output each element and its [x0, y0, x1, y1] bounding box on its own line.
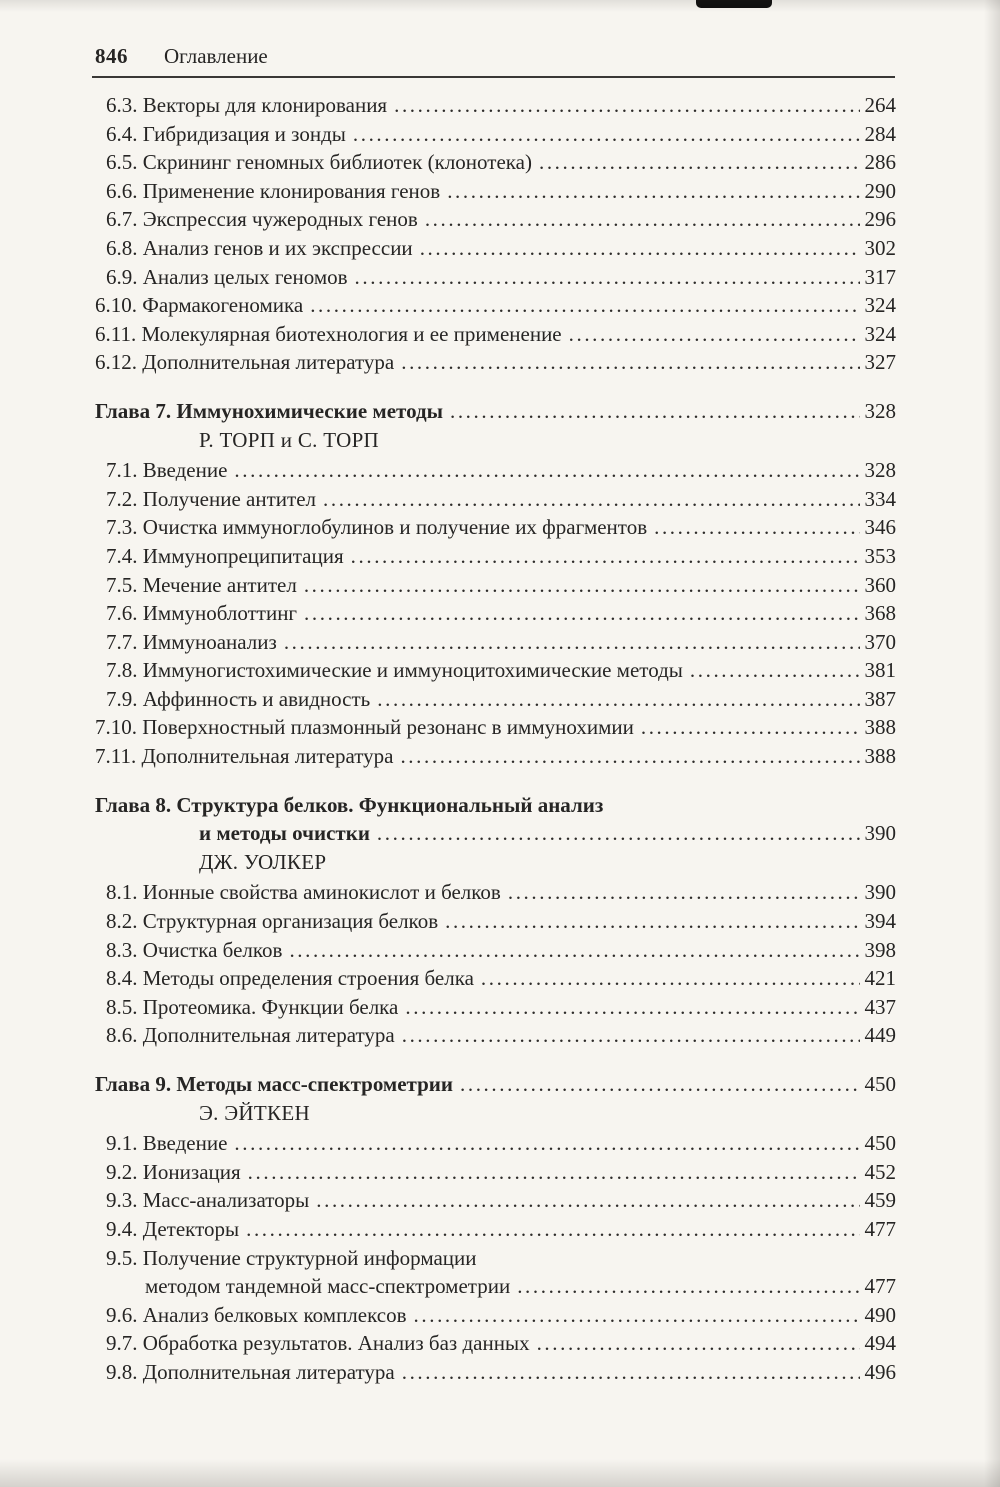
toc-item	[95, 964, 896, 993]
toc-page-ref: 388	[864, 744, 896, 769]
toc-page-ref: 421	[864, 966, 896, 991]
toc-page-ref: 387	[864, 686, 896, 711]
toc-entry-label: 6.11. Молекулярная биотехнология и ее применение	[95, 321, 562, 346]
toc-dotted-leader	[394, 91, 859, 120]
toc-item	[95, 485, 896, 514]
toc-line	[95, 964, 896, 993]
toc-line	[95, 936, 896, 965]
toc-item	[95, 1301, 896, 1330]
toc-item	[95, 742, 896, 771]
running-title: Оглавление	[164, 44, 268, 68]
toc-line	[95, 713, 896, 742]
toc-item	[95, 907, 896, 936]
toc-dotted-leader	[310, 291, 859, 320]
toc-item	[95, 1186, 896, 1215]
toc-dotted-leader	[234, 1129, 859, 1158]
toc-dotted-leader	[401, 348, 859, 377]
toc-dotted-leader	[445, 907, 859, 936]
toc-item	[95, 542, 896, 571]
toc-item	[95, 628, 896, 657]
toc-entry-label: 7.2. Получение антител	[106, 486, 316, 511]
toc-item	[95, 456, 896, 485]
toc-entry-label: 7.11. Дополнительная литература	[95, 744, 394, 769]
toc-item	[95, 878, 896, 907]
toc-dotted-leader	[248, 1158, 860, 1187]
toc-dotted-leader	[447, 177, 859, 206]
toc-item	[95, 993, 896, 1022]
toc-entry-label: и методы очистки	[199, 821, 370, 846]
toc-line	[95, 1070, 896, 1099]
toc-item	[95, 291, 896, 320]
toc-chapter	[95, 1070, 896, 1099]
toc-author-name: Э. ЭЙТКЕН	[199, 1100, 310, 1125]
toc-line	[95, 1186, 896, 1215]
toc-dotted-leader	[284, 628, 860, 657]
toc-page-ref: 390	[864, 821, 896, 846]
toc-entry-label: Глава 9. Методы масс-спектрометрии	[95, 1072, 453, 1096]
toc-dotted-leader	[508, 878, 860, 907]
toc-page-ref: 353	[864, 543, 896, 568]
toc-page-ref: 346	[864, 515, 896, 540]
toc-line	[95, 685, 896, 714]
toc-item	[95, 1129, 896, 1158]
toc-page-ref: 302	[864, 235, 896, 260]
toc-page-ref: 317	[864, 264, 896, 289]
toc-line	[95, 513, 896, 542]
toc-line	[95, 1329, 896, 1358]
toc-line	[95, 263, 896, 292]
toc-page-ref: 327	[864, 350, 896, 375]
toc-entry-label: 6.12. Дополнительная литература	[95, 350, 395, 375]
toc-line	[95, 456, 896, 485]
toc-page-ref: 477	[864, 1274, 896, 1299]
scan-artifact-streak	[696, 0, 772, 8]
toc-entry-label: 9.5. Получение структурной информации	[106, 1245, 477, 1270]
toc-page-ref: 264	[864, 93, 896, 117]
toc-dotted-leader	[400, 742, 859, 771]
scan-edge-bottom	[0, 1459, 1000, 1487]
toc-entry-label: 8.6. Дополнительная литература	[106, 1023, 395, 1048]
toc-line	[95, 120, 896, 149]
toc-entry-label: 9.6. Анализ белковых комплексов	[106, 1302, 407, 1327]
toc-line	[95, 907, 896, 936]
toc-author-line	[95, 1099, 896, 1128]
toc-page-ref: 494	[864, 1331, 896, 1356]
toc-dotted-leader	[450, 397, 860, 426]
toc-entry-label: 9.4. Детекторы	[106, 1216, 240, 1241]
toc-entry-label: 6.8. Анализ генов и их экспрессии	[106, 235, 413, 260]
toc-item	[95, 148, 896, 177]
toc-item	[95, 1329, 896, 1358]
toc-line	[95, 148, 896, 177]
toc-entry-label: 7.1. Введение	[106, 458, 228, 483]
toc-page-ref: 450	[864, 1131, 896, 1156]
toc-item	[95, 513, 896, 542]
toc-page-ref: 360	[864, 572, 896, 597]
toc-entry-label: 9.8. Дополнительная литература	[106, 1359, 395, 1384]
toc-page-ref: 328	[864, 458, 896, 483]
toc-entry-label: 8.2. Структурная организация белков	[106, 909, 439, 934]
toc-line	[95, 1358, 896, 1387]
toc-entry-label: 7.9. Аффинность и авидность	[106, 686, 371, 711]
toc-item	[95, 1244, 896, 1301]
toc-dotted-leader	[402, 1021, 860, 1050]
toc-entry-label: 9.3. Масс-анализаторы	[106, 1188, 310, 1213]
toc-page-ref: 477	[864, 1216, 896, 1241]
toc-dotted-leader	[304, 571, 860, 600]
toc-line	[95, 234, 896, 263]
toc-line	[95, 397, 896, 426]
toc-dotted-leader	[351, 542, 860, 571]
toc-author-line	[95, 848, 896, 877]
toc-page-ref: 390	[864, 880, 896, 905]
toc-dotted-leader	[402, 1358, 860, 1387]
toc-line	[95, 177, 896, 206]
toc-entry-label: 9.2. Ионизация	[106, 1159, 241, 1184]
toc-entry-label: 7.10. Поверхностный плазмонный резонанс в иммунохимии	[95, 715, 634, 740]
toc-item	[95, 1358, 896, 1387]
toc-dotted-leader	[289, 936, 859, 965]
toc-line	[95, 993, 896, 1022]
toc-entry-label: 6.5. Скрининг геномных библиотек (клонотека)	[106, 150, 532, 175]
toc-entry-label: 7.6. Иммуноблоттинг	[106, 601, 298, 626]
toc-page-ref: 452	[864, 1159, 896, 1184]
toc-line	[95, 656, 896, 685]
toc-item	[95, 599, 896, 628]
table-of-contents	[95, 91, 896, 1387]
toc-item	[95, 177, 896, 206]
toc-line	[95, 791, 896, 820]
toc-entry-label: Глава 7. Иммунохимические методы	[95, 398, 443, 423]
toc-dotted-leader	[425, 205, 860, 234]
toc-item	[95, 1158, 896, 1187]
toc-page-ref: 496	[864, 1359, 896, 1384]
toc-page-ref: 450	[864, 1072, 896, 1096]
toc-entry-label: методом тандемной масс-спектрометрии	[145, 1274, 511, 1299]
toc-item	[95, 713, 896, 742]
toc-line	[95, 819, 896, 848]
toc-page-ref: 290	[864, 178, 896, 203]
toc-page-ref: 381	[864, 658, 896, 683]
toc-line	[95, 1244, 896, 1273]
toc-entry-label: Глава 8. Структура белков. Функциональный анализ	[95, 792, 604, 817]
toc-line	[95, 1129, 896, 1158]
toc-entry-label: 7.5. Мечение антител	[106, 572, 297, 597]
header-rule	[92, 76, 895, 78]
toc-entry-label: 7.4. Иммунопреципитация	[106, 543, 344, 568]
toc-entry-label: 7.3. Очистка иммуноглобулинов и получение их фрагментов	[106, 515, 648, 540]
toc-line	[95, 628, 896, 657]
toc-dotted-leader	[537, 1329, 860, 1358]
toc-item	[95, 936, 896, 965]
toc-entry-label: 7.7. Иммуноанализ	[106, 629, 277, 654]
toc-entry-label: 8.1. Ионные свойства аминокислот и белков	[106, 880, 501, 905]
toc-dotted-leader	[377, 685, 859, 714]
toc-line	[95, 742, 896, 771]
toc-item	[95, 205, 896, 234]
toc-chapter	[95, 791, 896, 848]
toc-line	[95, 205, 896, 234]
toc-page-ref: 286	[864, 150, 896, 175]
toc-entry-label: 8.4. Методы определения строения белка	[106, 966, 474, 991]
toc-dotted-leader	[355, 263, 860, 292]
toc-dotted-leader	[420, 234, 860, 263]
toc-item	[95, 234, 896, 263]
toc-line	[95, 1301, 896, 1330]
toc-line	[95, 348, 896, 377]
toc-line	[95, 571, 896, 600]
toc-page-ref: 328	[864, 398, 896, 423]
page-number: 846	[95, 44, 128, 68]
toc-dotted-leader	[460, 1070, 860, 1099]
toc-line	[95, 1021, 896, 1050]
toc-item	[95, 571, 896, 600]
toc-page-ref: 324	[864, 321, 896, 346]
toc-dotted-leader	[654, 513, 859, 542]
toc-entry-label: 6.10. Фармакогеномика	[95, 293, 304, 318]
toc-line	[95, 878, 896, 907]
toc-entry-label: 6.3. Векторы для клонирования	[106, 93, 388, 117]
toc-dotted-leader	[246, 1215, 859, 1244]
toc-chapter	[95, 397, 896, 426]
toc-page-ref: 324	[864, 293, 896, 318]
toc-item	[95, 1215, 896, 1244]
toc-dotted-leader	[641, 713, 860, 742]
toc-entry-label: 6.7. Экспрессия чужеродных генов	[106, 207, 418, 232]
toc-page-ref: 459	[864, 1188, 896, 1213]
toc-page-ref: 368	[864, 601, 896, 626]
toc-item	[95, 1021, 896, 1050]
toc-page-ref: 296	[864, 207, 896, 232]
toc-line	[95, 485, 896, 514]
toc-entry-label: 7.8. Иммуногистохимические и иммуноцитохимические методы	[106, 658, 683, 683]
toc-dotted-leader	[234, 456, 859, 485]
toc-line	[95, 1215, 896, 1244]
toc-line	[95, 542, 896, 571]
toc-dotted-leader	[377, 819, 860, 848]
toc-line	[95, 1158, 896, 1187]
toc-entry-label: 6.4. Гибридизация и зонды	[106, 121, 346, 146]
toc-dotted-leader	[323, 485, 860, 514]
toc-dotted-leader	[304, 599, 859, 628]
toc-dotted-leader	[414, 1301, 860, 1330]
toc-dotted-leader	[569, 320, 860, 349]
toc-line	[95, 291, 896, 320]
toc-item	[95, 263, 896, 292]
toc-page-ref: 388	[864, 715, 896, 740]
toc-item	[95, 320, 896, 349]
toc-page-ref: 284	[864, 121, 896, 146]
scan-edge-right	[984, 0, 1000, 1487]
toc-dotted-leader	[353, 120, 860, 149]
toc-item	[95, 120, 896, 149]
toc-page-ref: 490	[864, 1302, 896, 1327]
toc-item	[95, 91, 896, 120]
toc-line	[95, 91, 896, 120]
toc-page-ref: 398	[864, 937, 896, 962]
scan-edge-top	[0, 0, 1000, 12]
page-header	[95, 44, 893, 69]
toc-item	[95, 656, 896, 685]
toc-dotted-leader	[405, 993, 859, 1022]
toc-dotted-leader	[316, 1186, 859, 1215]
toc-author-line	[95, 426, 896, 455]
toc-item	[95, 348, 896, 377]
toc-line	[95, 1272, 896, 1301]
toc-entry-label: 8.3. Очистка белков	[106, 937, 283, 962]
toc-entry-label: 9.7. Обработка результатов. Анализ баз данных	[106, 1331, 530, 1356]
toc-entry-label: 9.1. Введение	[106, 1131, 228, 1156]
toc-page-ref: 449	[864, 1023, 896, 1048]
toc-author-name: Р. ТОРП и С. ТОРП	[199, 427, 380, 452]
toc-author-name: ДЖ. УОЛКЕР	[199, 849, 327, 874]
toc-page-ref: 437	[864, 994, 896, 1019]
toc-item	[95, 685, 896, 714]
toc-entry-label: 6.9. Анализ целых геномов	[106, 264, 348, 289]
toc-dotted-leader	[481, 964, 860, 993]
toc-line	[95, 599, 896, 628]
toc-line	[95, 320, 896, 349]
toc-dotted-leader	[539, 148, 860, 177]
toc-page-ref: 334	[864, 486, 896, 511]
toc-dotted-leader	[690, 656, 860, 685]
toc-entry-label: 6.6. Применение клонирования генов	[106, 178, 441, 203]
toc-page-ref: 394	[864, 909, 896, 934]
toc-entry-label: 8.5. Протеомика. Функции белка	[106, 994, 399, 1019]
toc-dotted-leader	[517, 1272, 859, 1301]
toc-page-ref: 370	[864, 629, 896, 654]
